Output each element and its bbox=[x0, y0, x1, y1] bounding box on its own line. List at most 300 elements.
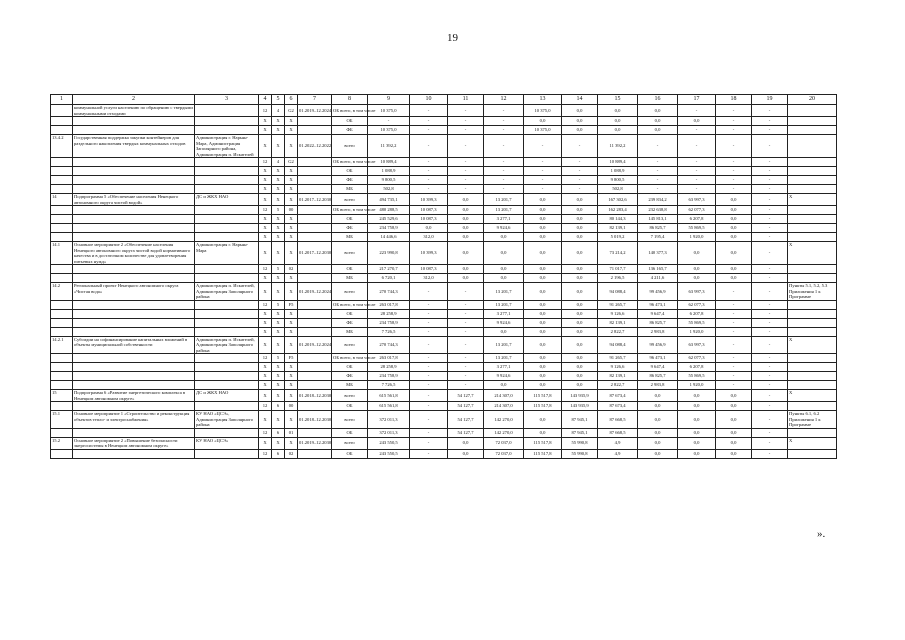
table-cell: - bbox=[410, 372, 448, 381]
table-cell: - bbox=[448, 185, 484, 194]
table-cell: - bbox=[638, 158, 678, 167]
table-cell: X bbox=[272, 283, 285, 301]
table-cell: - bbox=[410, 381, 448, 390]
table-cell: X bbox=[285, 233, 298, 242]
table-cell: 0,0 bbox=[448, 274, 484, 283]
table-cell: - bbox=[716, 318, 752, 327]
table-cell: - bbox=[638, 176, 678, 185]
table-cell: - bbox=[410, 283, 448, 301]
table-cell: - bbox=[484, 185, 524, 194]
table-row bbox=[51, 176, 837, 185]
table-cell: ОБ bbox=[332, 167, 368, 176]
table-cell: 0,0 bbox=[716, 437, 752, 449]
table-cell: 72 037,0 bbox=[484, 437, 524, 449]
table-cell: 0,0 bbox=[524, 233, 562, 242]
table-cell: - bbox=[716, 117, 752, 126]
table-cell: 115 517,8 bbox=[524, 402, 562, 411]
table-cell: 10 375,0 bbox=[368, 105, 410, 117]
table-cell: 54 127,7 bbox=[448, 411, 484, 429]
table-cell: 87 673,4 bbox=[598, 402, 638, 411]
table-cell: ДС и ЖКХ НАО bbox=[195, 194, 259, 206]
table-cell bbox=[51, 126, 73, 135]
table-cell: 0,0 bbox=[524, 318, 562, 327]
table-cell bbox=[788, 327, 837, 336]
table-cell bbox=[51, 233, 73, 242]
table-cell: - bbox=[752, 402, 788, 411]
table-cell: 223 990,8 bbox=[368, 242, 410, 265]
table-cell: X bbox=[272, 390, 285, 402]
table-cell bbox=[51, 381, 73, 390]
table-cell bbox=[195, 206, 259, 215]
table-cell: 4 bbox=[272, 158, 285, 167]
table-cell: - bbox=[448, 318, 484, 327]
table-cell: 0,0 bbox=[678, 428, 716, 437]
table-cell: 10 889,4 bbox=[368, 158, 410, 167]
table-cell: 54 127,7 bbox=[448, 390, 484, 402]
table-cell: X bbox=[259, 327, 272, 336]
table-cell: - bbox=[448, 167, 484, 176]
table-cell: X bbox=[272, 437, 285, 449]
table-cell: - bbox=[678, 135, 716, 158]
table-cell: X bbox=[259, 372, 272, 381]
table-cell: 10 375,0 bbox=[368, 126, 410, 135]
table-cell: ОБ bbox=[332, 309, 368, 318]
table-cell: X bbox=[259, 390, 272, 402]
table-cell: X bbox=[259, 224, 272, 233]
table-cell: 0,0 bbox=[562, 372, 598, 381]
table-cell: X bbox=[788, 336, 837, 354]
table-cell: 0,0 bbox=[716, 215, 752, 224]
table-cell: 99 456,9 bbox=[638, 336, 678, 354]
table-cell: 4 bbox=[272, 105, 285, 117]
table-cell: Администрация г. Нарьян-Мара bbox=[195, 242, 259, 265]
table-cell: - bbox=[524, 158, 562, 167]
table-cell: 0,0 bbox=[524, 194, 562, 206]
table-cell: Подпрограмма 6 «Развитие энергетического комплекса в Ненецком автономном округе» bbox=[73, 390, 195, 402]
table-cell bbox=[298, 167, 332, 176]
table-cell: Государственная поддержка закупки контейнеров для раздельного накопления твердых коммунальных отходов bbox=[73, 135, 195, 158]
table-cell: F5 bbox=[285, 354, 298, 363]
table-cell: 14.2.1 bbox=[51, 336, 73, 354]
table-cell: ОБ всего, в том числе bbox=[332, 105, 368, 117]
table-cell: 1 920,0 bbox=[678, 233, 716, 242]
table-cell: X bbox=[285, 318, 298, 327]
table-cell: X bbox=[259, 117, 272, 126]
table-cell: X bbox=[272, 126, 285, 135]
table-cell: 0,0 bbox=[484, 265, 524, 274]
table-cell: 62 077,3 bbox=[678, 206, 716, 215]
table-cell: 28 258,9 bbox=[368, 363, 410, 372]
table-cell bbox=[788, 449, 837, 458]
table-cell: X bbox=[272, 363, 285, 372]
table-cell: 615 561,8 bbox=[368, 402, 410, 411]
table-cell: 3 277,1 bbox=[484, 363, 524, 372]
table-cell: - bbox=[752, 363, 788, 372]
table-cell bbox=[73, 449, 195, 458]
table-cell bbox=[51, 265, 73, 274]
table-cell bbox=[298, 327, 332, 336]
table-cell: 14.1 bbox=[51, 242, 73, 265]
table-cell: - bbox=[678, 126, 716, 135]
table-cell: 0,0 bbox=[562, 126, 598, 135]
table-cell: 2 822,7 bbox=[598, 327, 638, 336]
table-cell: - bbox=[448, 336, 484, 354]
table-cell: 9 924,6 bbox=[484, 224, 524, 233]
table-cell: 140 377,3 bbox=[638, 242, 678, 265]
table-cell: - bbox=[716, 176, 752, 185]
table-cell bbox=[195, 354, 259, 363]
table-cell bbox=[298, 402, 332, 411]
table-cell bbox=[73, 126, 195, 135]
table-cell: 143 935,9 bbox=[562, 402, 598, 411]
table-cell: 0,0 bbox=[716, 265, 752, 274]
table-cell: 136 165,7 bbox=[638, 265, 678, 274]
table-cell: - bbox=[752, 437, 788, 449]
table-cell: - bbox=[752, 318, 788, 327]
table-cell: 0,0 bbox=[638, 411, 678, 429]
table-cell bbox=[73, 233, 195, 242]
table-cell bbox=[51, 449, 73, 458]
table-cell: - bbox=[716, 283, 752, 301]
table-cell: 0,0 bbox=[524, 411, 562, 429]
table-cell: 142 270,0 bbox=[484, 428, 524, 437]
table-cell: X bbox=[272, 242, 285, 265]
table-cell: МБ bbox=[332, 274, 368, 283]
table-row bbox=[51, 126, 837, 135]
table-cell: 94 088,4 bbox=[598, 336, 638, 354]
table-cell: - bbox=[752, 194, 788, 206]
table-cell: 13 201,7 bbox=[484, 206, 524, 215]
table-cell: - bbox=[716, 126, 752, 135]
table-cell: X bbox=[272, 411, 285, 429]
table-cell: - bbox=[410, 135, 448, 158]
table-cell: 12 bbox=[259, 158, 272, 167]
table-cell: X bbox=[285, 363, 298, 372]
table-cell: 01.2019–12.2024 bbox=[298, 283, 332, 301]
table-cell bbox=[51, 309, 73, 318]
table-cell: 270 744,3 bbox=[368, 283, 410, 301]
table-cell: X bbox=[285, 336, 298, 354]
table-cell: 86 825,7 bbox=[638, 372, 678, 381]
table-cell: 01.2017–12.2030 bbox=[298, 194, 332, 206]
table-cell: X bbox=[259, 336, 272, 354]
table-cell: 0,0 bbox=[562, 300, 598, 309]
table-cell: 0,0 bbox=[562, 363, 598, 372]
table-cell bbox=[788, 215, 837, 224]
table-cell bbox=[73, 300, 195, 309]
table-row bbox=[51, 309, 837, 318]
table-cell: - bbox=[448, 117, 484, 126]
table-cell: 01.2017–12.2030 bbox=[298, 242, 332, 265]
table-cell bbox=[73, 176, 195, 185]
table-cell: X bbox=[285, 283, 298, 301]
table-cell: 0,0 bbox=[484, 327, 524, 336]
table-cell: 55 869,5 bbox=[678, 372, 716, 381]
table-row bbox=[51, 242, 837, 265]
table-cell: - bbox=[678, 176, 716, 185]
table-cell: всего bbox=[332, 135, 368, 158]
table-cell: всего bbox=[332, 437, 368, 449]
table-cell: 0,0 bbox=[562, 327, 598, 336]
table-cell: 5 bbox=[272, 206, 285, 215]
table-cell: - bbox=[524, 185, 562, 194]
header-row bbox=[51, 95, 837, 105]
table-cell: 13 201,7 bbox=[484, 300, 524, 309]
table-cell: X bbox=[259, 411, 272, 429]
table-cell: 01 bbox=[285, 428, 298, 437]
table-cell: - bbox=[448, 354, 484, 363]
table-cell bbox=[788, 265, 837, 274]
table-cell: 263 017,8 bbox=[368, 300, 410, 309]
table-cell: - bbox=[410, 167, 448, 176]
table-cell: 115 517,8 bbox=[524, 437, 562, 449]
table-cell: - bbox=[410, 309, 448, 318]
header-cell: 1 bbox=[51, 95, 73, 105]
table-cell: 234 758,9 bbox=[368, 372, 410, 381]
table-cell: 7 726,5 bbox=[368, 327, 410, 336]
table-cell: КУ НАО «ЦСЭ», Администрация Заполярного района bbox=[195, 411, 259, 429]
table-cell: G2 bbox=[285, 158, 298, 167]
table-cell: X bbox=[272, 185, 285, 194]
table-cell bbox=[298, 265, 332, 274]
table-cell: 0,0 bbox=[562, 274, 598, 283]
table-cell: Администрация п. Искателей, Администрация Заполярного района bbox=[195, 283, 259, 301]
table-cell: 9 126,6 bbox=[598, 363, 638, 372]
table-cell: 1 088,9 bbox=[598, 167, 638, 176]
table-cell: 13 201,7 bbox=[484, 283, 524, 301]
table-cell: МБ bbox=[332, 233, 368, 242]
header-cell: 3 bbox=[195, 95, 259, 105]
table-cell: 71 017,7 bbox=[598, 265, 638, 274]
table-cell: 80 144,3 bbox=[598, 215, 638, 224]
table-cell bbox=[298, 318, 332, 327]
header-cell: 19 bbox=[752, 95, 788, 105]
table-cell: 10 375,0 bbox=[524, 126, 562, 135]
table-cell: 01.2018–12.2030 bbox=[298, 411, 332, 429]
table-cell: - bbox=[484, 176, 524, 185]
table-row bbox=[51, 402, 837, 411]
table-cell: 82 139,1 bbox=[598, 372, 638, 381]
table-cell: Подпрограмма 5 «Обеспечение населения Ненецкого автономного округа чистой водой» bbox=[73, 194, 195, 206]
table-cell: 0,0 bbox=[678, 117, 716, 126]
table-cell: 0,0 bbox=[678, 274, 716, 283]
table-cell: - bbox=[484, 167, 524, 176]
table-cell bbox=[51, 402, 73, 411]
table-cell: МБ bbox=[332, 185, 368, 194]
table-cell: 502,8 bbox=[368, 185, 410, 194]
table-cell: 0,0 bbox=[562, 283, 598, 301]
table-cell bbox=[195, 233, 259, 242]
table-cell bbox=[73, 206, 195, 215]
table-cell: 0,0 bbox=[524, 354, 562, 363]
table-cell: всего bbox=[332, 242, 368, 265]
table-cell: ДС и ЖКХ НАО bbox=[195, 390, 259, 402]
table-cell: 9 800,5 bbox=[368, 176, 410, 185]
table-cell: X bbox=[285, 135, 298, 158]
table-cell: X bbox=[259, 135, 272, 158]
table-cell: - bbox=[484, 117, 524, 126]
table-cell: 0,0 bbox=[524, 428, 562, 437]
table-cell: 0,0 bbox=[598, 105, 638, 117]
table-cell: 87 668,5 bbox=[598, 411, 638, 429]
table-cell: 96 473,1 bbox=[638, 354, 678, 363]
table-cell: 0,0 bbox=[716, 411, 752, 429]
table-cell bbox=[788, 354, 837, 363]
table-cell: 12 bbox=[259, 206, 272, 215]
table-cell: 0,0 bbox=[524, 283, 562, 301]
table-cell: - bbox=[410, 300, 448, 309]
table-cell: 0,0 bbox=[638, 437, 678, 449]
table-cell: - bbox=[752, 336, 788, 354]
table-cell: 0,0 bbox=[524, 381, 562, 390]
table-cell: 14 bbox=[51, 194, 73, 206]
table-cell bbox=[788, 224, 837, 233]
header-cell: 2 bbox=[73, 95, 195, 105]
table-cell bbox=[73, 309, 195, 318]
table-cell: 2 822,7 bbox=[598, 381, 638, 390]
header-cell: 15 bbox=[598, 95, 638, 105]
table-cell: 0,0 bbox=[638, 402, 678, 411]
table-cell: 63 997,3 bbox=[678, 336, 716, 354]
table-cell: - bbox=[752, 327, 788, 336]
table-cell: 372 011,3 bbox=[368, 428, 410, 437]
table-cell: 0,0 bbox=[562, 117, 598, 126]
table-cell: - bbox=[410, 363, 448, 372]
table-cell: 0,0 bbox=[716, 274, 752, 283]
table-cell bbox=[195, 224, 259, 233]
table-cell: 13 201,7 bbox=[484, 354, 524, 363]
table-cell: ФБ bbox=[332, 176, 368, 185]
table-cell: Администрация г. Нарьян-Мара, Администрация Заполярного района, Администрация п. Искателей bbox=[195, 135, 259, 158]
table-cell: 1 088,9 bbox=[368, 167, 410, 176]
table-cell: X bbox=[259, 274, 272, 283]
table-cell: - bbox=[448, 327, 484, 336]
table-cell: 91 265,7 bbox=[598, 354, 638, 363]
table-cell: 55 869,5 bbox=[678, 224, 716, 233]
table-cell bbox=[51, 300, 73, 309]
table-cell: 0,0 bbox=[678, 449, 716, 458]
table-cell bbox=[298, 126, 332, 135]
table-row bbox=[51, 283, 837, 301]
table-cell: 0,0 bbox=[448, 449, 484, 458]
table-cell: - bbox=[716, 300, 752, 309]
table-cell: 0,0 bbox=[524, 309, 562, 318]
table-cell: 01.2019–12.2024 bbox=[298, 105, 332, 117]
table-cell: - bbox=[752, 283, 788, 301]
table-cell: ФБ bbox=[332, 224, 368, 233]
table-cell: - bbox=[448, 158, 484, 167]
table-cell: X bbox=[788, 194, 837, 206]
table-cell bbox=[73, 363, 195, 372]
table-cell: Основное мероприятие 2 «Обеспечение населения Ненецкого автономного округа чистой водой нормативного качества и в достаточном количестве для удовлетворения питьевых нужд» bbox=[73, 242, 195, 265]
table-cell: 10 399,3 bbox=[410, 194, 448, 206]
table-cell: X bbox=[285, 126, 298, 135]
table-row bbox=[51, 327, 837, 336]
table-cell: 9 924,6 bbox=[484, 318, 524, 327]
header-cell: 9 bbox=[368, 95, 410, 105]
table-cell: - bbox=[752, 428, 788, 437]
table-cell: 0,0 bbox=[598, 117, 638, 126]
table-cell: 5 bbox=[272, 265, 285, 274]
table-cell: - bbox=[448, 309, 484, 318]
table-cell: МБ bbox=[332, 381, 368, 390]
table-cell: X bbox=[285, 117, 298, 126]
table-row bbox=[51, 318, 837, 327]
table-row bbox=[51, 167, 837, 176]
table-cell: 615 561,8 bbox=[368, 390, 410, 402]
table-cell: - bbox=[678, 167, 716, 176]
table-cell: 0,0 bbox=[562, 105, 598, 117]
table-cell: 87 668,5 bbox=[598, 428, 638, 437]
table-cell: - bbox=[562, 158, 598, 167]
header-cell: 16 bbox=[638, 95, 678, 105]
table-cell: 13 201,7 bbox=[484, 194, 524, 206]
table-cell: - bbox=[752, 135, 788, 158]
table-cell: - bbox=[562, 185, 598, 194]
table-cell: X bbox=[285, 215, 298, 224]
table-cell: - bbox=[678, 105, 716, 117]
table-cell: X bbox=[259, 381, 272, 390]
table-cell: 0,0 bbox=[448, 215, 484, 224]
table-cell: 94 088,4 bbox=[598, 283, 638, 301]
table-cell: ОБ bbox=[332, 117, 368, 126]
table-cell: 4 211,6 bbox=[638, 274, 678, 283]
table-cell: 0,0 bbox=[562, 215, 598, 224]
table-cell bbox=[788, 126, 837, 135]
header-cell: 12 bbox=[484, 95, 524, 105]
table-cell: всего bbox=[332, 194, 368, 206]
table-cell: 0,0 bbox=[562, 354, 598, 363]
table-cell: 9 647,4 bbox=[638, 309, 678, 318]
table-cell: 6 bbox=[272, 402, 285, 411]
table-cell: 0,0 bbox=[484, 233, 524, 242]
table-cell bbox=[51, 372, 73, 381]
table-cell: 5 019,2 bbox=[598, 233, 638, 242]
table-row bbox=[51, 185, 837, 194]
table-cell: - bbox=[410, 402, 448, 411]
table-cell: - bbox=[752, 411, 788, 429]
table-cell bbox=[298, 185, 332, 194]
table-cell: 4,9 bbox=[598, 449, 638, 458]
table-cell: 11 392,2 bbox=[368, 135, 410, 158]
table-cell: Администрация п. Искателей, Администрация Заполярного района bbox=[195, 336, 259, 354]
table-cell: X bbox=[285, 185, 298, 194]
table-cell bbox=[298, 158, 332, 167]
table-cell: - bbox=[410, 390, 448, 402]
table-cell: 0,0 bbox=[524, 372, 562, 381]
table-cell: 0,0 bbox=[716, 233, 752, 242]
table-cell: 96 473,1 bbox=[638, 300, 678, 309]
table-cell: 62 077,3 bbox=[678, 354, 716, 363]
table-row bbox=[51, 363, 837, 372]
table-cell: - bbox=[410, 117, 448, 126]
table-cell: 0,0 bbox=[638, 428, 678, 437]
table-row bbox=[51, 274, 837, 283]
table-cell: 0,0 bbox=[638, 126, 678, 135]
table-cell: - bbox=[752, 158, 788, 167]
table-cell: 0,0 bbox=[716, 402, 752, 411]
table-cell: X bbox=[285, 411, 298, 429]
header-cell: 5 bbox=[272, 95, 285, 105]
table-cell: - bbox=[716, 372, 752, 381]
table-cell: 02 bbox=[285, 265, 298, 274]
header-cell: 11 bbox=[448, 95, 484, 105]
table-cell: - bbox=[752, 233, 788, 242]
table-cell: ОБ всего, в том числе bbox=[332, 158, 368, 167]
table-cell bbox=[73, 274, 195, 283]
page-number: 19 bbox=[447, 32, 458, 44]
table-cell bbox=[298, 354, 332, 363]
